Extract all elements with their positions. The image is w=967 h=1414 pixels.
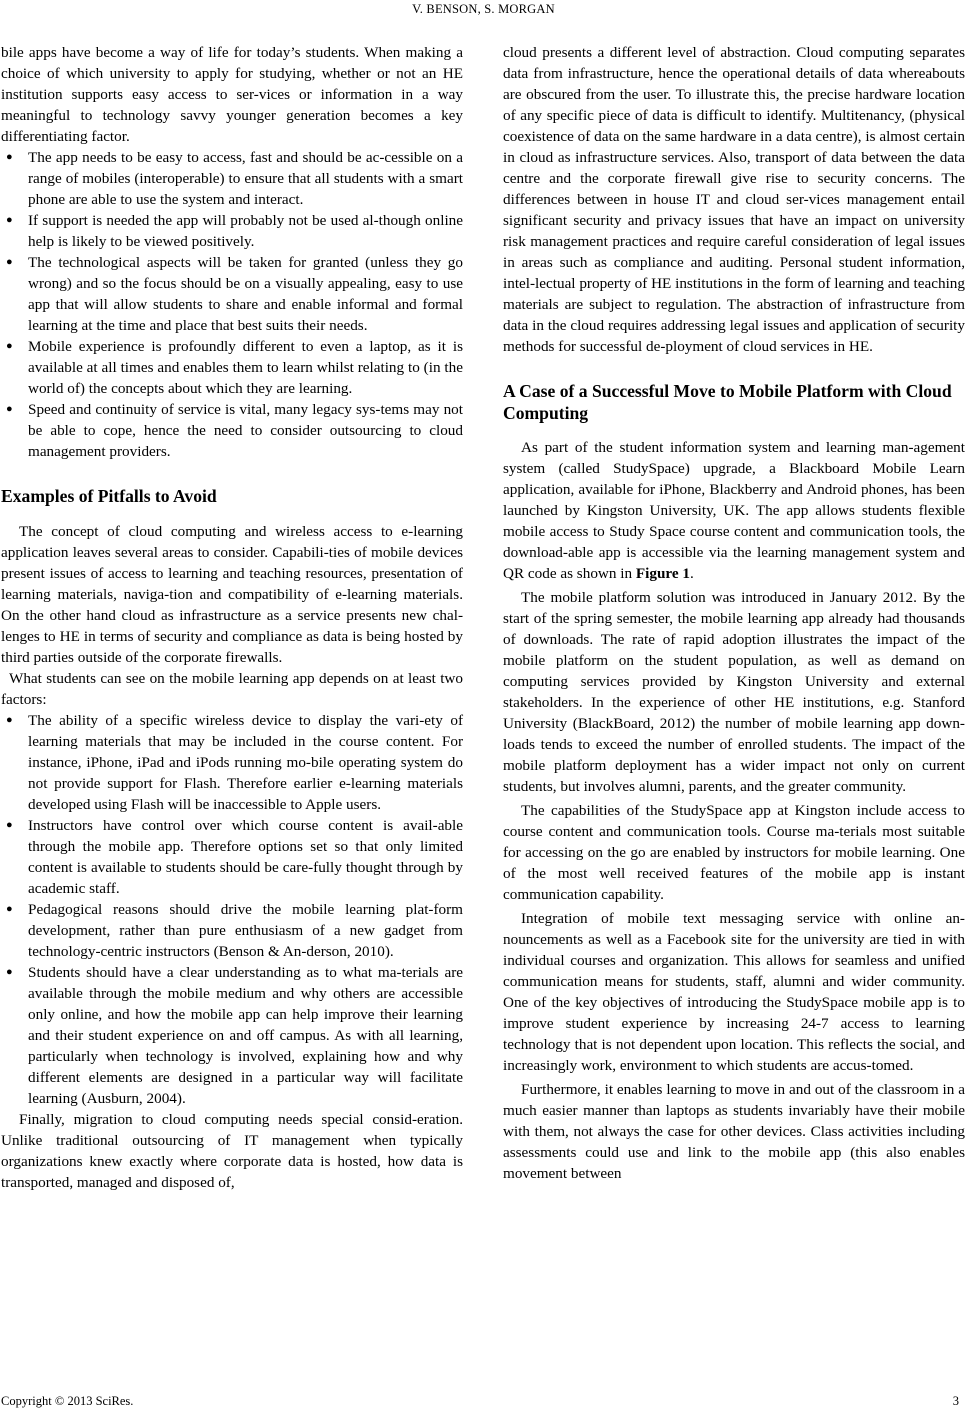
bullet-item bbox=[1, 336, 463, 399]
bullet-icon: ● bbox=[6, 966, 13, 978]
bullet-item bbox=[1, 252, 463, 336]
bullet-list-requirements bbox=[1, 147, 463, 462]
bullet-icon: ● bbox=[6, 256, 13, 268]
bullet-text: The technological aspects will be taken for granted (unless they go wrong) and so the focus should be on a visually appealing, easy to use app that will allow students to share and enable informal and formal learning at the time and place that best suits their needs. bbox=[28, 254, 463, 334]
bullet-text: If support is needed the app will probably not be used al-though online help is likely to be viewed positively. bbox=[28, 212, 463, 250]
figure-reference: Figure 1 bbox=[635, 565, 691, 582]
page-number: 3 bbox=[952, 1394, 959, 1408]
bullet-text: Pedagogical reasons should drive the mobile learning plat-form development, rather than pure enthusiasm of a new gadget from technology-centric instructors (Benson & An-derson, 2010). bbox=[28, 901, 463, 960]
paragraph: Furthermore, it enables learning to move in and out of the classroom in a much easier manner than laptops as students invariably have their mobile with them, not always the case for other devices. Class activities including assessments could use and link to the mobile app (this also enables movement between bbox=[503, 1081, 965, 1182]
bullet-item bbox=[1, 399, 463, 462]
paragraph: The capabilities of the StudySpace app at Kingston include access to course content and communication tools. Course ma-terials most suitable for accessing on the go are enabled by instructors for mobile learning. One of the most well received features of the mobile app is instant communication capability. bbox=[503, 802, 965, 903]
bullet-icon: ● bbox=[6, 819, 13, 831]
bullet-icon: ● bbox=[6, 714, 13, 726]
bullet-icon: ● bbox=[6, 214, 13, 226]
bullet-item bbox=[1, 899, 463, 962]
paragraph: What students can see on the mobile learning app depends on at least two factors: bbox=[1, 670, 463, 708]
paragraph: The mobile platform solution was introduced in January 2012. By the start of the spring semester, the mobile learning app already had thousands of downloads. The rate of rapid adoption illustrates the impact of the mobile platform on the student population, as well as demand on computing services provided by Kingston University and external stakeholders. In the experience of other HE institutions, e.g. Stanford University (BlackBoard, 2012) the number of mobile learning app down-loads tends to exceed the number of enrolled students. The impact of the mobile platform deployment has a wider impact not only on current students, but involves alumni, parents, and the greater community. bbox=[503, 589, 965, 795]
bullet-item bbox=[1, 962, 463, 1109]
bullet-text: Mobile experience is profoundly different to even a laptop, as it is available at all times and enables them to learn whilst relating to (in the world of) the concepts about which they are learning. bbox=[28, 338, 463, 397]
paragraph: Integration of mobile text messaging service with online an-nouncements as well as a Facebook site for the university are tied in with individual courses and organization. This allows for seamless and unified communication means for students, staff, alumni and wider community. One of the key objectives of introducing the StudySpace mobile app is to improve student experience by increasing 24-7 access to learning technology that is not dependent upon location. This reflects the social, and increasingly work, environment to which students are accus-tomed. bbox=[503, 910, 965, 1074]
bullet-icon: ● bbox=[6, 151, 13, 163]
section-heading-case: A Case of a Successful Move to Mobile Platform with Cloud Computing bbox=[503, 381, 952, 423]
bullet-text: Students should have a clear understanding as to what ma-terials are available through the mobile medium and why others are accessible only online, and how the mobile app can help improve their learning and their student experience on and off campus. As with all learning, particularly when technology is involved, explaining how and why different elements are designed in a particular way will facilitate learning (Ausburn, 2004). bbox=[28, 964, 463, 1107]
bullet-item bbox=[1, 710, 463, 815]
paragraph: The concept of cloud computing and wireless access to e-learning application leaves several areas to consider. Capabili-ties of mobile devices present issues of access to learning and teaching resources, presentation of learning materials, naviga-tion and compatibility of e-learning materials. On the other hand cloud as infrastructure as a service presents new chal-lenges to HE in terms of security and compliance as data is being hosted by third parties outside of the corporate firewalls. bbox=[1, 523, 463, 666]
bullet-list-factors bbox=[1, 710, 463, 1109]
paragraph-end: . bbox=[690, 565, 694, 582]
bullet-item bbox=[1, 210, 463, 252]
section-heading-pitfalls: Examples of Pitfalls to Avoid bbox=[1, 486, 217, 506]
paragraph: cloud presents a different level of abstraction. Cloud computing separates data from infrastructure, hence the operational details of data whereabouts are obscured from the user. To illustrate this, the precise hardware location of any specific piece of data is difficult to identify. Multitenancy, (physical coexistence of data on the same hardware in a data centre), is almost certain in cloud as infrastructure services. Also, transport of data between the data centre and the corporate firewall give rise to security concerns. The differences between in house IT and cloud ser-vices management entail significant security and privacy issues that have an impact on university risk management practices and require careful consideration of legal issues in areas such as compliance and auditing. Personal student information, intel-lectual property of HE institutions in the form of learning and teaching materials are subject to regulation. The abstraction of infrastructure from data in the cloud requires addressing legal issues and application of security methods for successful de-ployment of cloud services in HE. bbox=[503, 44, 965, 355]
bullet-icon: ● bbox=[6, 340, 13, 352]
bullet-item bbox=[1, 147, 463, 210]
bullet-text: Speed and continuity of service is vital, many legacy sys-tems may not be able to cope, hence the need to consider outsourcing to cloud management providers. bbox=[28, 401, 463, 460]
copyright-notice: Copyright © 2013 SciRes. bbox=[1, 1394, 134, 1408]
right-column bbox=[503, 42, 965, 1184]
bullet-icon: ● bbox=[6, 403, 13, 415]
intro-paragraph: bile apps have become a way of life for today’s students. When making a choice of which university to apply for studying, whether or not an HE institution supports easy access to ser-vices or information in a way meaningful to technology savvy younger generation becomes a key differentiating factor. bbox=[1, 44, 463, 145]
running-head: V. BENSON, S. MORGAN bbox=[412, 2, 555, 16]
left-column bbox=[1, 42, 463, 1193]
bullet-item bbox=[1, 815, 463, 899]
bullet-text: The app needs to be easy to access, fast and should be ac-cessible on a range of mobiles (interoperable) to ensure that all students with a smart phone are able to use the system and interact. bbox=[28, 149, 463, 208]
bullet-text: Instructors have control over which course content is avail-able through the mobile app. Therefore options set so that only limited content is available to students should be care-fully thought through by academic staff. bbox=[28, 817, 463, 897]
paragraph: Finally, migration to cloud computing needs special consid-eration. Unlike traditional outsourcing of IT management when typically organizations knew exactly where corporate data is hosted, how data is transported, managed and disposed of, bbox=[1, 1111, 463, 1191]
paragraph bbox=[503, 437, 965, 584]
bullet-icon: ● bbox=[6, 903, 13, 915]
paragraph-text: As part of the student information system and learning man-agement system (called StudySpace) upgrade, a Blackboard Mobile Learn application, available for iPhone, Blackberry and Android phones, has been launched by Kingston University, UK. The app allows students flexible mobile access to Study Space course content and communication tools, the download-able app is accessible via the learning management system and QR code as shown in bbox=[503, 439, 965, 582]
bullet-text: The ability of a specific wireless device to display the vari-ety of learning materials that may be included in the course content. For instance, iPhone, iPad and iPods running mo-bile operating system do not provide support for Flash. Therefore earlier e-learning materials developed using Flash will be inaccessible to Apple users. bbox=[28, 712, 463, 813]
